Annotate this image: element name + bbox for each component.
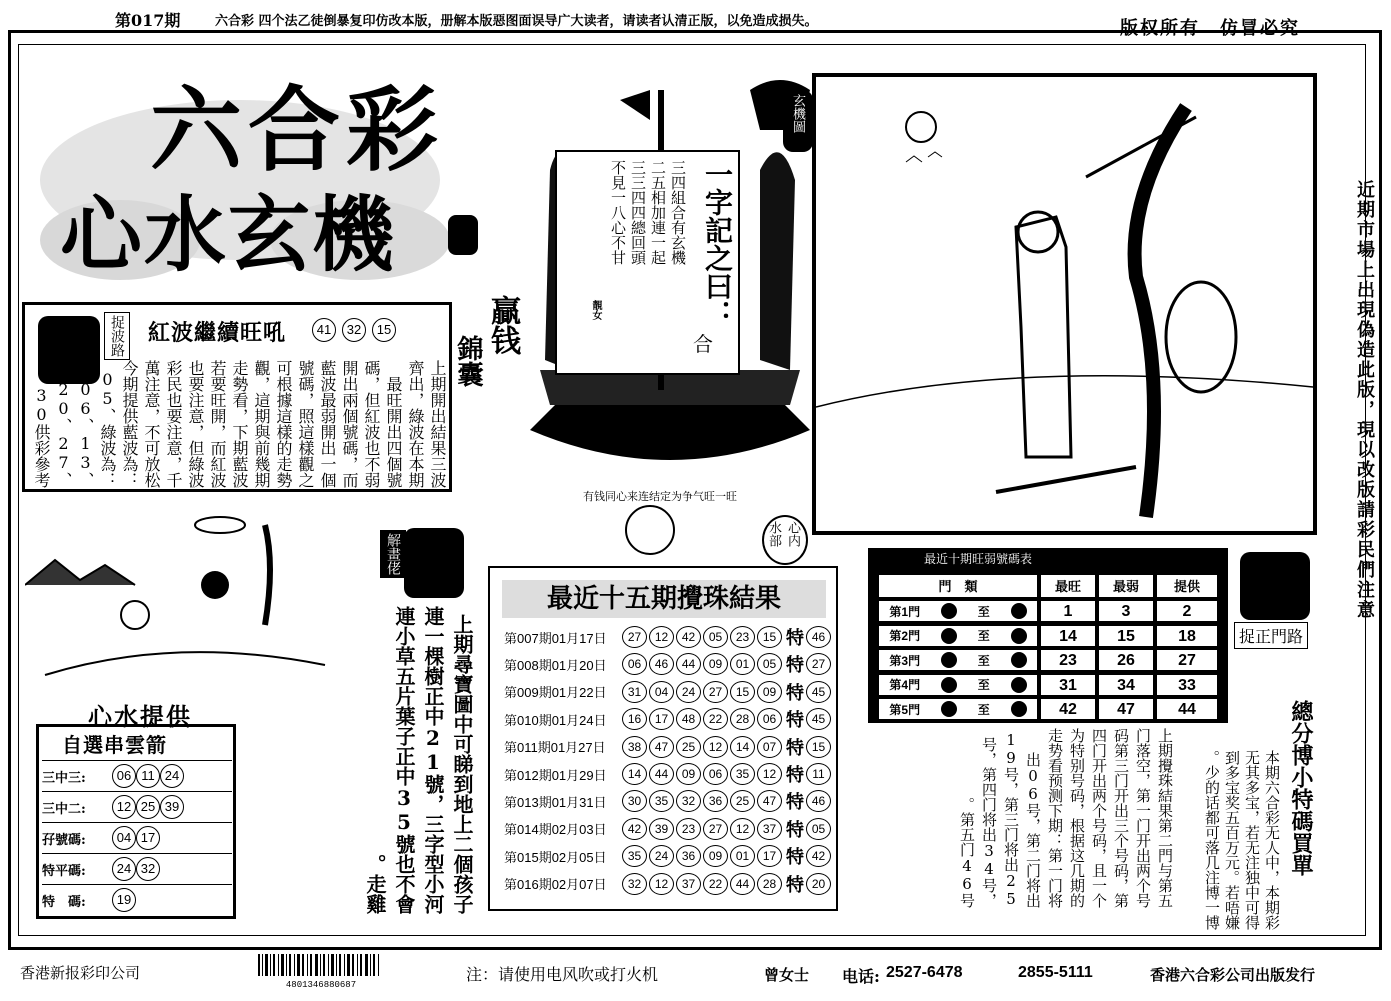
ten-table-tip: 33 [1156,674,1218,696]
special-label: 特 [786,710,804,731]
children-icon [25,505,335,685]
special-body: 本期六合彩无人中，本期彩无其多宝，若无注独中可得到多宝奖五百万元。若唔嫌少的话都可落几注博一博。 [1203,750,1281,930]
sail-answer: 合 [693,332,713,356]
results-ball: 24 [649,845,674,867]
scholar-illustration [816,77,1313,531]
capture-nums [312,318,396,342]
ten-table-door [878,674,1038,696]
results-ball: 44 [730,873,755,895]
results-ball: 42 [622,818,647,840]
door-to: 至 [977,629,990,643]
sail-poem-1: 三四組合有玄機 [669,160,687,265]
results-ball: 44 [649,763,674,785]
heart-num: 39 [160,795,184,819]
results-ball: 27 [622,626,647,648]
barcode [256,954,386,988]
special-label: 特 [786,655,804,676]
results-ball: 09 [703,653,728,675]
stamp-seal: 心内水部 [762,515,808,565]
heart-title: 心水提供 [88,702,192,731]
door-label: 第1門 [889,604,921,619]
results-row [504,871,833,897]
capture-num: 41 [312,318,336,342]
results-row-label: 第010期01月24日 [504,712,607,728]
results-ball: 22 [703,708,728,730]
ten-table-header: 最旺 [1040,574,1096,598]
ten-table-hot: 1 [1040,600,1096,622]
sail-poem-4: 不見一八心不甘 [609,160,627,265]
results-title: 最近十五期攪珠結果 [502,580,826,618]
dragon-icon [625,505,675,555]
ten-table-header: 提供 [1156,574,1218,598]
special-label: 特 [786,682,804,703]
results-ball: 30 [622,790,647,812]
heart-row [42,791,232,822]
door-ball-icon [1011,677,1027,693]
tel-label: 电话: [842,967,880,986]
results-ball: 28 [730,708,755,730]
door-ball-icon [1011,628,1027,644]
results-ball: 39 [649,818,674,840]
heart-box-title: 自選串雲箭 [62,733,167,757]
special-label: 特 [786,874,804,895]
tel-1: 2527-6478 [886,964,963,981]
ten-table-hot: 42 [1040,698,1096,720]
picture-frame [812,73,1317,535]
ten-table-header: 最弱 [1098,574,1154,598]
results-ball: 12 [703,736,728,758]
results-special-ball: 42 [806,845,831,867]
ten-table-door [878,625,1038,647]
door-badge: 捉正門路 [1234,622,1308,649]
heart-row [42,853,232,884]
sail-sign: 靚女 [590,300,601,320]
special-label: 特 [786,737,804,758]
ten-table-cold: 26 [1098,649,1154,671]
ten-table-door [878,649,1038,671]
results-row-label: 第011期01月27日 [504,740,606,756]
special-label: 特 [786,765,804,785]
results-ball: 06 [703,763,728,785]
heart-num: 24 [160,764,184,788]
results-ball: 23 [676,818,701,840]
results-ball: 06 [622,653,647,675]
results-ball: 27 [703,681,728,703]
results-row-label: 第012期01月29日 [504,767,607,783]
ten-table-hot: 23 [1040,649,1096,671]
results-special-ball: 15 [806,736,831,758]
results-ball: 16 [622,708,647,730]
results-ball: 37 [757,818,782,840]
results-row-label: 第016期02月07日 [504,877,607,893]
results-ball: 31 [622,681,647,703]
results-ball: 46 [649,653,674,675]
children-illustration [25,505,335,685]
capture-num: 15 [372,318,396,342]
ten-table-tip: 44 [1156,698,1218,720]
door-to: 至 [977,702,990,717]
counterfeit-warning: 近期市場上出現偽造此版，現以改版請彩民們注意 [1354,180,1375,620]
results-ball: 44 [676,653,701,675]
results-row [504,651,833,677]
stamp-arc: 有钱同心来连结定为争气旺一旺 [583,490,737,503]
results-special-ball: 11 [806,763,831,785]
results-ball: 15 [757,626,782,648]
results-special-ball: 46 [806,790,831,812]
results-ball: 06 [757,708,782,730]
special-label: 特 [786,847,804,868]
ten-table-door [878,600,1038,622]
header-notice: 六合彩 四个法乙徒倒暴复印仿改本版，册解本版惡图面误导广大读者，请读者认清正版，以免造成损失。 [215,14,818,29]
results-row [504,706,833,732]
results-row-label: 第009期01月22日 [504,685,607,701]
capture-body: 上期開出結果三波齊出，綠波在本期最旺開出四個號碼，但紅波也不弱開出兩個號碼，而藍波最弱開出一個號碼，照這樣觀之可根據這樣的走勢觀，這期與前幾期走勢看，下期藍波若要旺開，而紅波也要注意，但綠波彩民也要注意，千萬注意，不可放松今期提供藍波為：05、綠波為：06、13、20、27、30供彩參考。 [32,360,447,488]
results-ball: 22 [703,873,728,895]
win-money-flag: 贏钱 [485,295,520,355]
door-to: 至 [977,604,990,619]
explain-icon [404,528,464,598]
ten-table-header: 門 類 [878,574,1038,598]
ten-table-hot: 14 [1040,625,1096,647]
results-special-ball: 45 [806,681,831,703]
sail-poem-2: 二五相加連一起 [649,160,667,265]
results-ball: 09 [757,681,782,703]
special-label: 特 [786,819,804,840]
results-row-label: 第007期01月17日 [504,630,607,646]
results-ball: 17 [649,708,674,730]
ten-table-cold: 34 [1098,674,1154,696]
sail-heading: 一字記之曰： [701,160,734,328]
results-ball: 14 [730,736,755,758]
results-ball: 32 [622,873,647,895]
door-label: 第3門 [889,653,921,668]
door-ball-icon [1011,603,1027,619]
ten-table-door [878,698,1038,720]
ten-table-tip: 18 [1156,625,1218,647]
results-ball: 01 [730,845,755,867]
barcode-number: 4801346880687 [285,980,357,990]
results-ball: 15 [730,681,755,703]
heart-row-label: 孖號碼: [42,832,86,848]
door-analysis: 上期攪珠結果第二門与第五门落空，第一门开出两个号码第三门开出三个号码，第四门开出两个号码，且一个为特别号码，根据这几期的走势看预测下期：第一门将出06号，第二门将出19号，第三门将出25号，第四门将出34号，第五门46号。 [958,728,1174,908]
ten-table-tip: 27 [1156,649,1218,671]
heart-row [42,884,232,915]
picture-tag: 玄機圖 [783,90,813,152]
brocade-bag: 錦囊 [453,335,483,387]
heart-num: 06 [112,764,136,788]
heart-row-label: 特 碼: [42,894,86,910]
door-to: 至 [977,678,990,692]
results-special-ball: 46 [806,626,831,648]
door-ball-icon [941,628,957,644]
special-label: 特 [786,792,804,813]
barcode-icon [256,954,386,976]
heart-num: 11 [136,764,160,788]
results-ball: 37 [676,873,701,895]
results-ball: 25 [676,736,701,758]
results-ball: 09 [676,763,701,785]
heart-row [42,822,232,853]
heart-num: 24 [112,857,136,881]
results-ball: 36 [676,845,701,867]
results-row [504,788,833,814]
heart-num: 17 [136,826,160,850]
door-ball-icon [1011,701,1027,717]
results-row-label: 第008期01月20日 [504,657,607,673]
results-ball: 12 [649,873,674,895]
results-ball: 09 [703,845,728,867]
contact-name: 曾女士 [764,966,810,984]
results-ball: 12 [757,763,782,785]
results-row-label: 第014期02月03日 [504,822,607,838]
results-ball: 38 [622,736,647,758]
heart-num: 12 [112,795,136,819]
ten-table-hot: 31 [1040,674,1096,696]
results-row [504,734,833,760]
issue-number: 第017期 [115,11,181,30]
door-ball-icon [941,677,957,693]
results-ball: 04 [649,681,674,703]
results-ball: 27 [703,818,728,840]
results-ball: 12 [649,626,674,648]
door-label: 第2門 [889,629,921,643]
results-ball: 07 [757,736,782,758]
door-label: 第4門 [889,678,921,692]
capture-headline: 紅波繼續旺吼 [148,320,287,346]
heart-row-label: 三中二: [42,801,86,817]
results-ball: 35 [622,845,647,867]
capture-badge: 捉波路 [104,312,130,360]
results-ball: 24 [676,681,701,703]
results-ball: 36 [703,790,728,812]
results-row [504,761,833,787]
results-ball: 17 [757,845,782,867]
results-special-ball: 05 [806,818,831,840]
results-ball: 32 [676,790,701,812]
special-title: 總分博小特碼買單 [1288,700,1314,876]
results-ball: 35 [730,763,755,785]
heart-num: 04 [112,826,136,850]
sail-poem-3: 三三四四總回頭 [629,160,647,265]
results-ball: 47 [649,736,674,758]
results-ball: 14 [622,763,647,785]
publisher: 香港六合彩公司出版发行 [1150,966,1316,984]
results-row-label: 第013期01月31日 [504,794,607,810]
heart-row-label: 三中三: [42,770,86,786]
results-ball: 47 [757,790,782,812]
results-ball: 35 [649,790,674,812]
heart-row [42,760,232,791]
results-ball: 01 [730,653,755,675]
ten-table-cold: 47 [1098,698,1154,720]
results-ball: 12 [730,818,755,840]
door-badge-icon [1240,552,1310,620]
results-ball: 48 [676,708,701,730]
ten-table-tip: 2 [1156,600,1218,622]
heart-rows [42,760,232,915]
title-seal [448,215,478,255]
door-to: 至 [977,653,990,668]
usage-note: 注：请使用电风吹或打火机 [466,965,659,984]
door-ball-icon [1011,652,1027,668]
results-special-ball: 27 [806,653,831,675]
results-row [504,843,833,869]
results-ball: 23 [730,626,755,648]
ten-table-cold: 3 [1098,600,1154,622]
door-ball-icon [941,603,957,619]
heart-num: 25 [136,795,160,819]
heart-row-label: 特平碼: [42,863,86,879]
results-row [504,816,833,842]
special-label: 特 [786,628,804,648]
ten-table-title: 最近十期旺弱號碼表 [923,552,1032,566]
copyright-notice: 版权所有 仿冒必究 [1120,18,1300,39]
results-row-label: 第015期02月05日 [504,849,607,865]
door-ball-icon [941,701,957,717]
title-main: 六合彩 [150,76,445,184]
ten-table-cold: 15 [1098,625,1154,647]
results-row [504,624,833,650]
results-ball: 28 [757,873,782,895]
results-special-ball: 20 [806,873,831,895]
title-sub: 心水玄機 [60,187,397,283]
explain-badge: 解畫佬 [380,530,406,578]
results-ball: 42 [676,626,701,648]
results-ball: 05 [757,653,782,675]
door-ball-icon [941,652,957,668]
results-row [504,679,833,705]
heart-num: 19 [112,888,136,912]
tel-2: 2855-5111 [1018,964,1093,981]
door-label: 第5門 [889,702,921,717]
printer-name: 香港新报彩印公司 [20,964,141,982]
results-special-ball: 45 [806,708,831,730]
results-ball: 05 [703,626,728,648]
heart-num: 32 [136,857,160,881]
explain-body: 上期尋寶圖中可睇到地上二個孩子連一棵樹正中21號，三字型小河連小草五片葉子正中35號也不會走雞。 [363,606,474,914]
capture-num: 32 [342,318,366,342]
results-ball: 25 [730,790,755,812]
